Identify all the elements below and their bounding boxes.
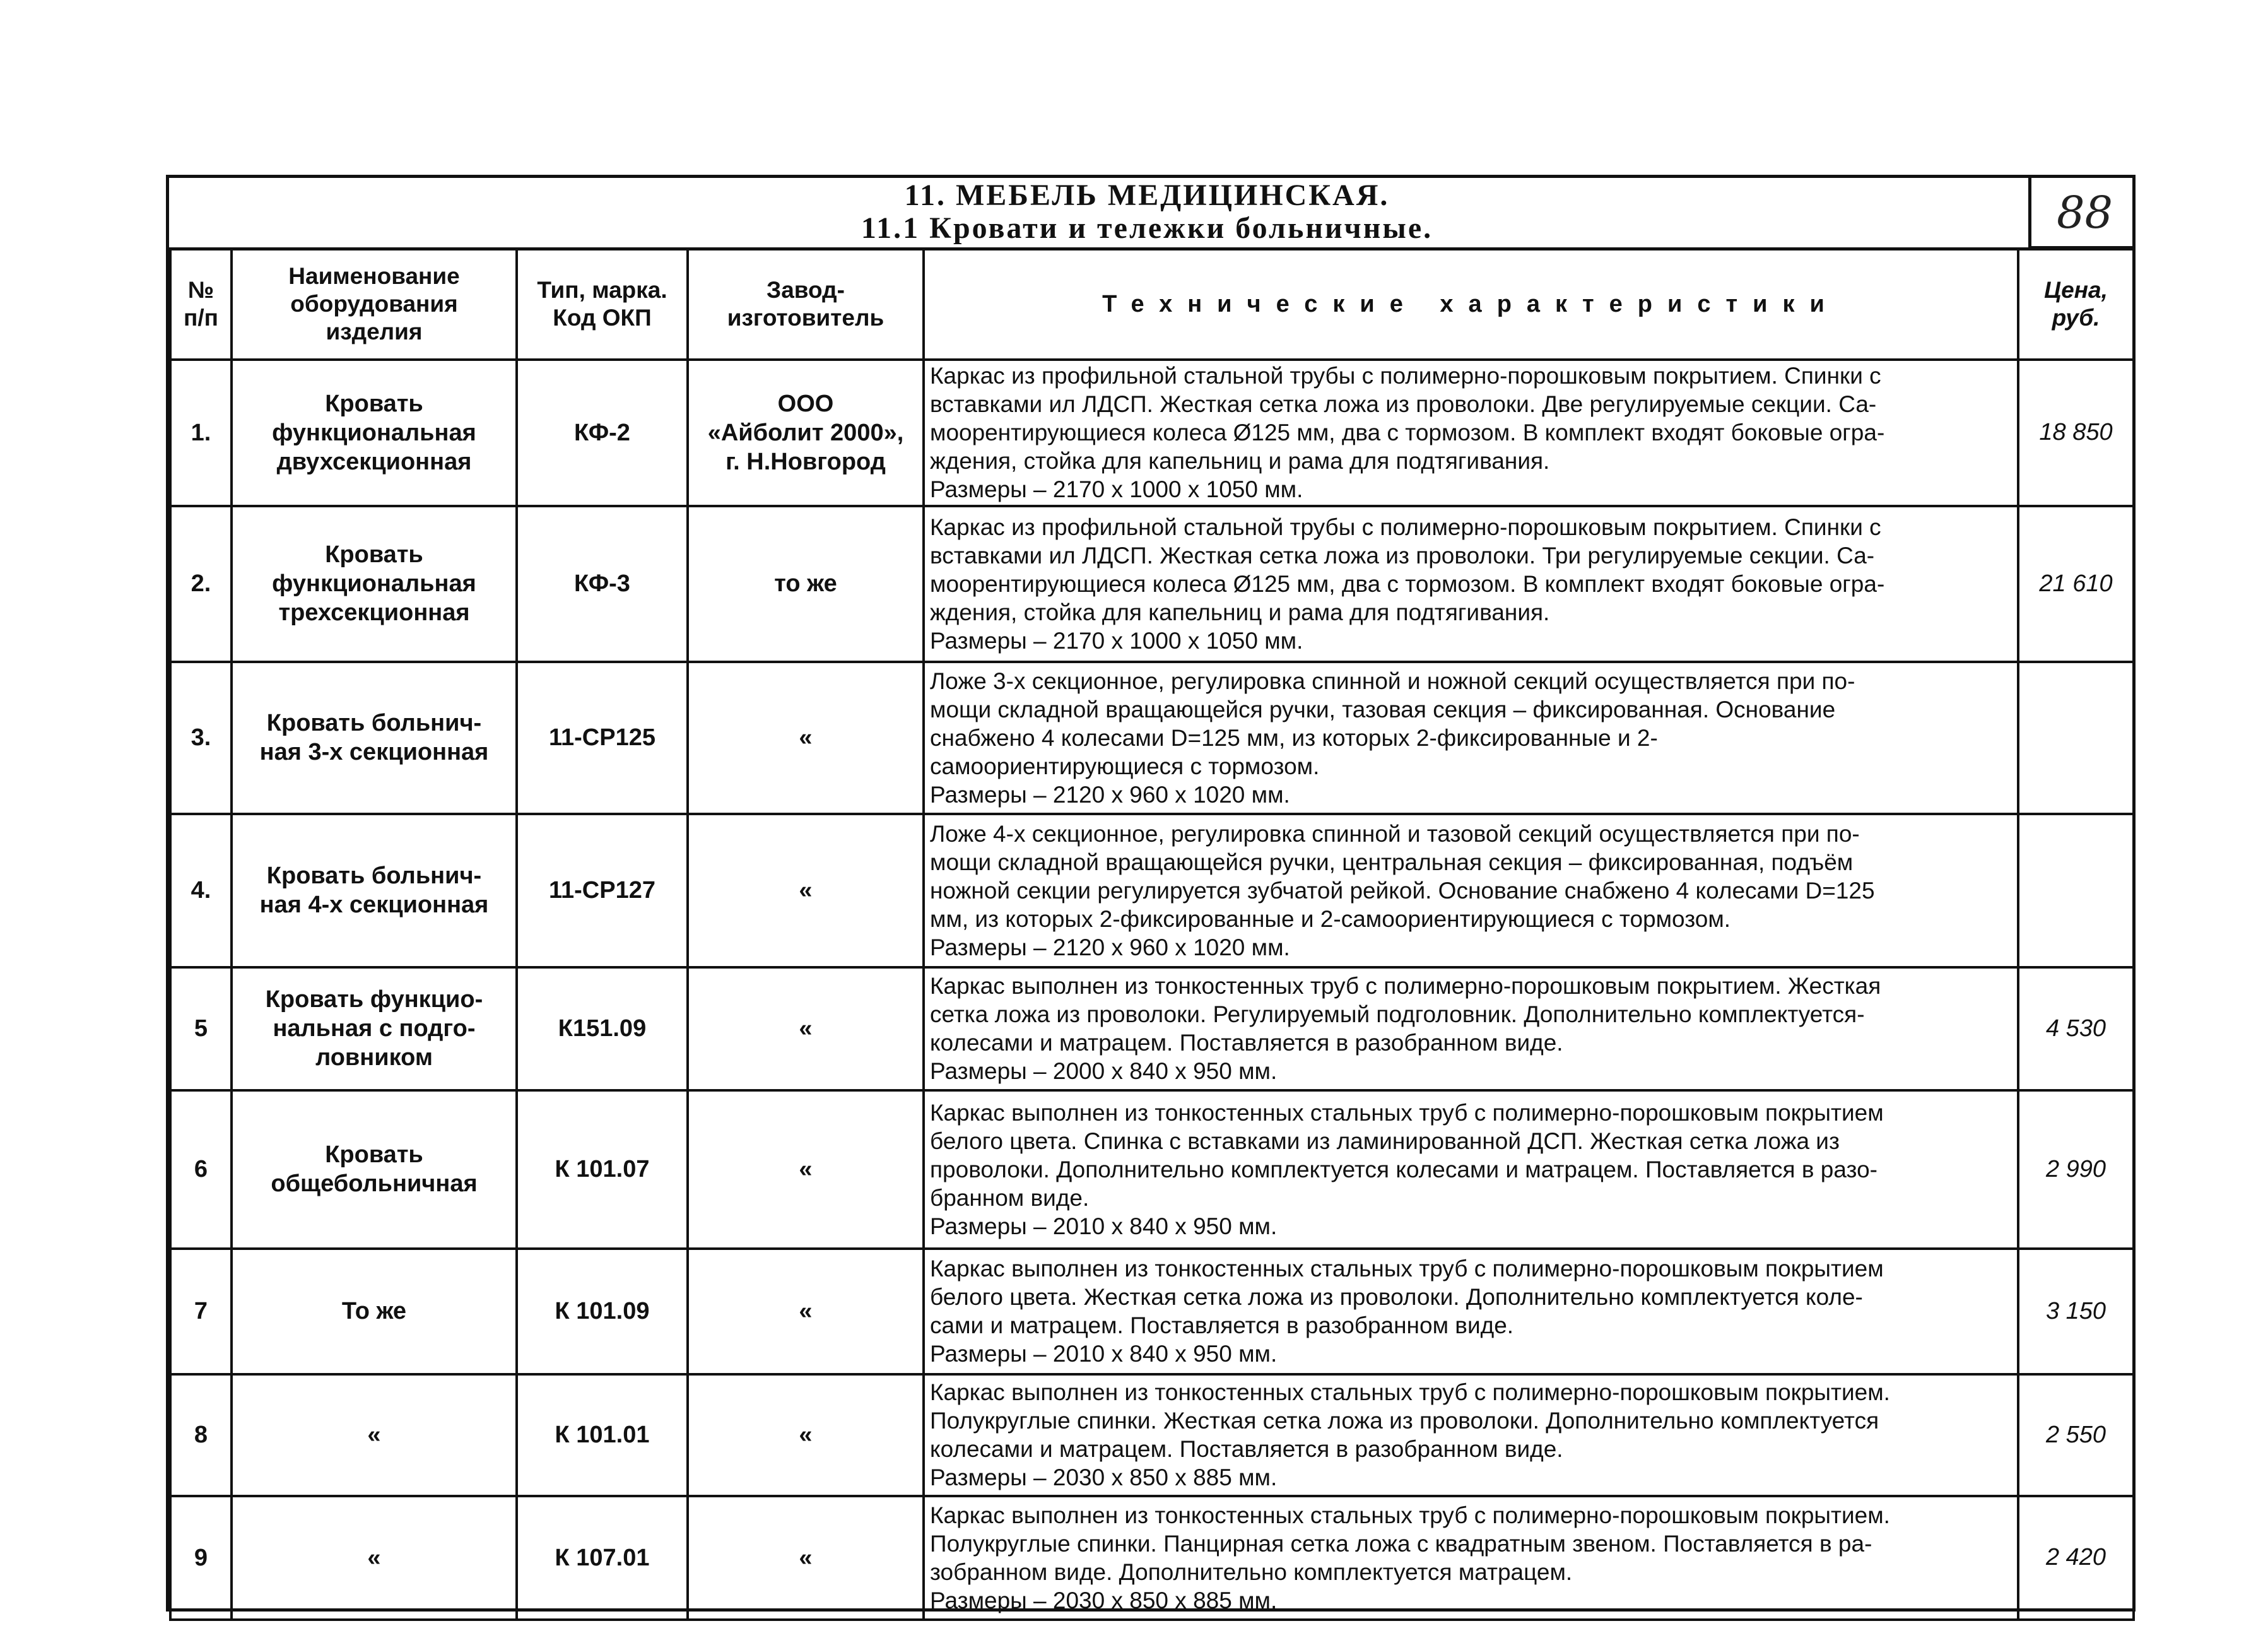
equipment-name-line: ловником: [315, 1044, 433, 1071]
model-code: К 101.07: [517, 1090, 688, 1249]
technical-specs-line: колесами и матрацем. Поставляется в разобранном виде.: [930, 1030, 1563, 1056]
technical-specs-line: колесами и матрацем. Поставляется в разобранном виде.: [930, 1436, 1563, 1462]
equipment-name-line: Кровать: [325, 541, 423, 568]
document-header: [169, 178, 2132, 247]
price: [2018, 662, 2134, 814]
header-maker-line: Завод-: [767, 277, 845, 303]
table-row: [170, 1249, 2134, 1374]
header-price-line: Цена,: [2044, 277, 2108, 303]
header-maker-line: изготовитель: [727, 305, 884, 331]
technical-specs-line: Полукруглые спинки. Жесткая сетка ложа из проволоки. Дополнительно комплектуется: [930, 1408, 1879, 1434]
technical-specs-line: снабжено 4 колесами D=125 мм, из которых 2-фиксированные и 2-: [930, 724, 1658, 751]
row-number: 1.: [170, 360, 232, 506]
technical-specs-line: мощи складной вращающейся ручки, центральная секция – фиксированная, подъём: [930, 849, 1854, 875]
technical-specs-line: моорентирующиеся колеса Ø125 мм, два с тормозом. В комплект входят боковые огра-: [930, 570, 1885, 597]
equipment-name-line: Кровать больнич-: [266, 863, 482, 889]
technical-specs-line: Размеры – 2010 х 840 х 950 мм.: [930, 1213, 1278, 1239]
manufacturer: [688, 506, 924, 662]
column-header-price: [2018, 249, 2134, 360]
price: [2018, 814, 2134, 967]
header-num-line: п/п: [184, 305, 218, 331]
equipment-name-line: То же: [341, 1298, 407, 1324]
header-price-line: руб.: [2052, 305, 2100, 331]
model-code: К151.09: [517, 967, 688, 1090]
table-row: [170, 1090, 2134, 1249]
technical-specs-line: сетка ложа из проволоки. Регулируемый подголовник. Дополнительно комплектуется-: [930, 1001, 1865, 1027]
technical-specs-line: ждения, стойка для капельниц и рама для подтягивания.: [930, 599, 1550, 625]
model-code: К 107.01: [517, 1496, 688, 1620]
technical-specs-line: Каркас выполнен из тонкостенных стальных труб с полимерно-порошковым покрытием.: [930, 1502, 1890, 1528]
equipment-name-line: функциональная: [272, 570, 476, 597]
technical-specs-line: белого цвета. Спинка с вставками из ламинированной ДСП. Жесткая сетка ложа из: [930, 1128, 1840, 1154]
row-number: 9: [170, 1496, 232, 1620]
technical-specs: [924, 1374, 2018, 1496]
manufacturer-line: «: [799, 877, 813, 904]
technical-specs-line: вставками ил ЛДСП. Жесткая сетка ложа из проволоки. Две регулируемые секции. Са-: [930, 391, 1877, 417]
technical-specs-line: Каркас выполнен из тонкостенных стальных труб с полимерно-порошковым покрытием.: [930, 1379, 1890, 1405]
equipment-name-line: функциональная: [272, 419, 476, 446]
technical-specs-line: ждения, стойка для капельниц и рама для подтягивания.: [930, 448, 1550, 474]
equipment-name: [232, 506, 517, 662]
manufacturer: [688, 1090, 924, 1249]
table-row: [170, 814, 2134, 967]
table-row: [170, 1496, 2134, 1620]
manufacturer-line: «Айболит 2000»,: [707, 419, 904, 446]
model-code: 11-СР127: [517, 814, 688, 967]
column-header-name: [232, 249, 517, 360]
header-num-line: №: [187, 277, 214, 303]
technical-specs-line: Размеры – 2170 х 1000 х 1050 мм.: [930, 476, 1303, 502]
equipment-name-line: Кровать больнич-: [266, 710, 482, 736]
section-title: 11. МЕБЕЛЬ МЕДИЦИНСКАЯ.: [904, 179, 1390, 212]
technical-specs-line: Каркас выполнен из тонкостенных стальных труб с полимерно-порошковым покрытием: [930, 1099, 1884, 1126]
technical-specs-line: зобранном виде. Дополнительно комплектуется матрацем.: [930, 1559, 1573, 1585]
equipment-name-line: общебольничная: [271, 1170, 478, 1197]
technical-specs: [924, 662, 2018, 814]
technical-specs-line: Размеры – 2120 х 960 х 1020 мм.: [930, 781, 1290, 808]
equipment-name-line: трехсекционная: [278, 599, 470, 626]
technical-specs: [924, 1249, 2018, 1374]
technical-specs-line: мм, из которых 2-фиксированные и 2-самоориентирующиеся с тормозом.: [930, 905, 1731, 932]
technical-specs-line: Каркас из профильной стальной трубы с полимерно-порошковым покрытием. Спинки с: [930, 363, 1881, 389]
table-row: [170, 506, 2134, 662]
header-name-line: Наименование: [288, 263, 460, 290]
column-header-model: [517, 249, 688, 360]
row-number: 5: [170, 967, 232, 1090]
equipment-name: [232, 1249, 517, 1374]
equipment-name-line: «: [367, 1422, 381, 1448]
page-number-box: [2028, 178, 2132, 249]
price: 18 850: [2018, 360, 2134, 506]
header-name-line: оборудования: [290, 291, 458, 317]
equipment-name-line: ная 4-х секционная: [259, 892, 489, 918]
manufacturer-line: то же: [774, 570, 837, 597]
technical-specs-line: ножной секции регулируется зубчатой рейкой. Основание снабжено 4 колесами D=125: [930, 877, 1875, 904]
manufacturer: [688, 814, 924, 967]
table-row: [170, 662, 2134, 814]
manufacturer: [688, 1249, 924, 1374]
row-number: 3.: [170, 662, 232, 814]
manufacturer: [688, 1374, 924, 1496]
header-model-line: Тип, марка.: [537, 277, 667, 303]
manufacturer-line: «: [799, 1298, 813, 1324]
equipment-name-line: нальная с подго-: [273, 1015, 476, 1042]
model-code: КФ-3: [517, 506, 688, 662]
technical-specs-line: Размеры – 2170 х 1000 х 1050 мм.: [930, 627, 1303, 654]
technical-specs-line: моорентирующиеся колеса Ø125 мм, два с тормозом. В комплект входят боковые огра-: [930, 420, 1885, 445]
manufacturer-line: «: [799, 724, 813, 751]
equipment-name: [232, 360, 517, 506]
technical-specs-line: Каркас выполнен из тонкостенных стальных труб с полимерно-порошковым покрытием: [930, 1256, 1884, 1282]
page-number: 88: [2057, 187, 2113, 239]
manufacturer-line: «: [799, 1544, 813, 1571]
technical-specs-line: вставками ил ЛДСП. Жесткая сетка ложа из проволоки. Три регулируемые секции. Са-: [930, 542, 1875, 569]
model-code: КФ-2: [517, 360, 688, 506]
column-header-maker: [688, 249, 924, 360]
subsection-title: 11.1 Кровати и тележки больничные.: [861, 211, 1433, 245]
manufacturer-line: г. Н.Новгород: [726, 448, 886, 475]
technical-specs-line: Размеры – 2030 х 850 х 885 мм.: [930, 1587, 1278, 1613]
technical-specs: [924, 1090, 2018, 1249]
price: 3 150: [2018, 1249, 2134, 1374]
column-header-num: [170, 249, 232, 360]
manufacturer-line: «: [799, 1156, 813, 1182]
equipment-name-line: двухсекционная: [276, 448, 472, 475]
equipment-name-line: Кровать функцио-: [265, 986, 483, 1013]
table-header-row: [170, 249, 2134, 360]
technical-specs: [924, 506, 2018, 662]
equipment-name: [232, 1374, 517, 1496]
manufacturer: [688, 1496, 924, 1620]
column-header-tech: Технические характеристики: [924, 249, 2018, 360]
equipment-name-line: Кровать: [325, 390, 423, 417]
technical-specs: [924, 1496, 2018, 1620]
manufacturer-line: «: [799, 1422, 813, 1448]
price: 21 610: [2018, 506, 2134, 662]
technical-specs-line: Размеры – 2030 х 850 х 885 мм.: [930, 1464, 1278, 1490]
model-code: 11-СР125: [517, 662, 688, 814]
technical-specs-line: сами и матрацем. Поставляется в разобранном виде.: [930, 1312, 1514, 1338]
price: 2 420: [2018, 1496, 2134, 1620]
manufacturer-line: «: [799, 1015, 813, 1042]
model-code: К 101.09: [517, 1249, 688, 1374]
technical-specs-line: белого цвета. Жесткая сетка ложа из проволоки. Дополнительно комплектуется коле-: [930, 1284, 1863, 1310]
manufacturer-line: ООО: [777, 390, 834, 417]
price: 2 990: [2018, 1090, 2134, 1249]
technical-specs-line: Размеры – 2000 х 840 х 950 мм.: [930, 1058, 1278, 1084]
equipment-name: [232, 1090, 517, 1249]
manufacturer: [688, 662, 924, 814]
table-row: [170, 360, 2134, 506]
technical-specs-line: мощи складной вращающейся ручки, тазовая секция – фиксированная. Основание: [930, 696, 1836, 722]
technical-specs-line: Ложе 3-х секционное, регулировка спинной и ножной секций осуществляется при по-: [930, 668, 1855, 694]
technical-specs: [924, 814, 2018, 967]
equipment-name: [232, 814, 517, 967]
technical-specs-line: проволоки. Дополнительно комплектуется колесами и матрацем. Поставляется в разо-: [930, 1156, 1877, 1182]
manufacturer: [688, 967, 924, 1090]
row-number: 2.: [170, 506, 232, 662]
technical-specs: [924, 967, 2018, 1090]
equipment-name-line: «: [367, 1544, 381, 1571]
price: 4 530: [2018, 967, 2134, 1090]
row-number: 7: [170, 1249, 232, 1374]
header-name-line: изделия: [326, 319, 423, 345]
header-model-line: Код ОКП: [553, 305, 652, 331]
technical-specs: [924, 360, 2018, 506]
equipment-name: [232, 662, 517, 814]
technical-specs-line: Каркас из профильной стальной трубы с полимерно-порошковым покрытием. Спинки с: [930, 514, 1881, 540]
equipment-name-line: Кровать: [325, 1141, 423, 1168]
technical-specs-line: Размеры – 2120 х 960 х 1020 мм.: [930, 934, 1290, 960]
technical-specs-line: Каркас выполнен из тонкостенных труб с полимерно-порошковым покрытием. Жесткая: [930, 973, 1881, 999]
technical-specs-line: Ложе 4-х секционное, регулировка спинной и тазовой секций осуществляется при по-: [930, 820, 1860, 847]
technical-specs-line: самоориентирующиеся с тормозом.: [930, 753, 1320, 779]
equipment-name: [232, 1496, 517, 1620]
technical-specs-line: бранном виде.: [930, 1184, 1090, 1211]
equipment-name: [232, 967, 517, 1090]
model-code: К 101.01: [517, 1374, 688, 1496]
technical-specs-line: Размеры – 2010 х 840 х 950 мм.: [930, 1341, 1278, 1367]
equipment-table: [169, 247, 2135, 1621]
table-row: [170, 967, 2134, 1090]
price: 2 550: [2018, 1374, 2134, 1496]
equipment-name-line: ная 3-х секционная: [259, 739, 489, 765]
technical-specs-line: Полукруглые спинки. Панцирная сетка ложа с квадратным звеном. Поставляется в ра-: [930, 1530, 1872, 1557]
table-row: [170, 1374, 2134, 1496]
row-number: 6: [170, 1090, 232, 1249]
row-number: 8: [170, 1374, 232, 1496]
manufacturer: [688, 360, 924, 506]
document-sheet: [166, 175, 2136, 1612]
row-number: 4.: [170, 814, 232, 967]
